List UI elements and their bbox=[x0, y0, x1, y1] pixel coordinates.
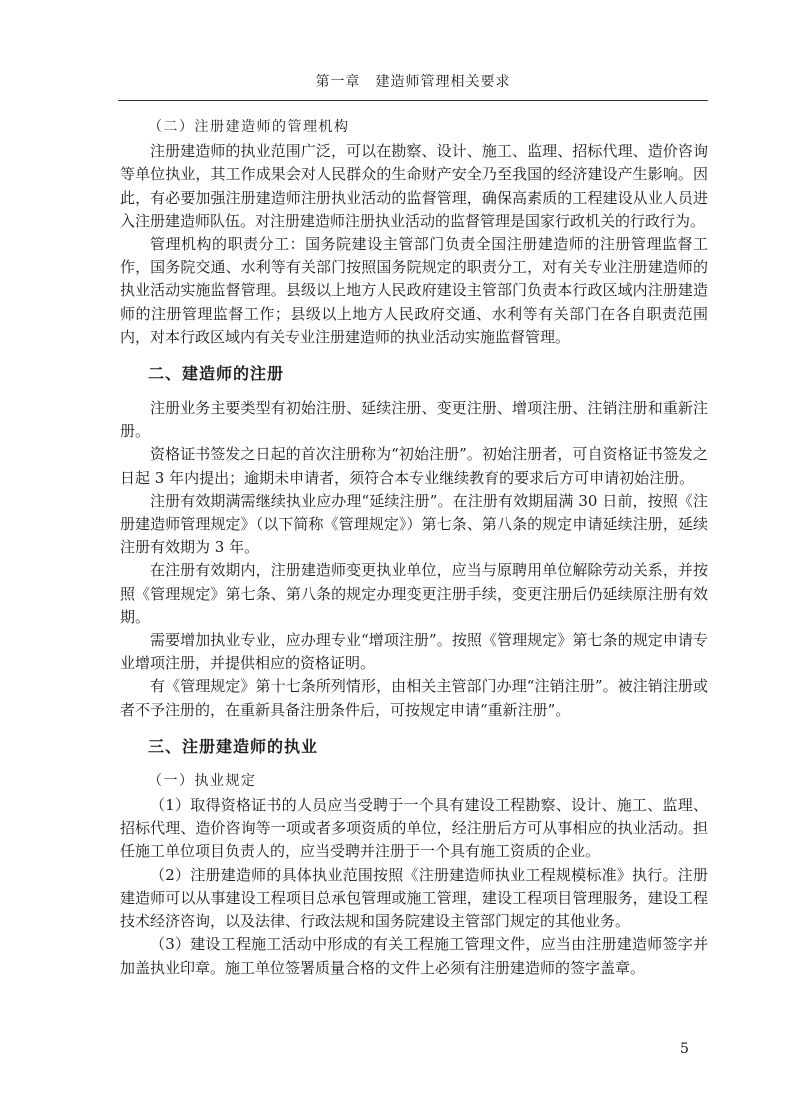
page-number: 5 bbox=[680, 1041, 689, 1057]
paragraph-2: 管理机构的职责分工：国务院建设主管部门负责全国注册建造师的注册管理监督工作，国务院交通、水利等有关部门按照国务院规定的职责分工，对有关专业注册建造师的执业活动实施监督管理。县级以上地方人民政府建设主管部门负责本行政区域内注册建造师的注册管理监督工作；县级以上地方人民政府交通、水利等有关部门在各自职责范围内，对本行政区域内有关专业注册建造师的执业活动实施监督管理。 bbox=[120, 235, 708, 346]
header-rule bbox=[118, 100, 708, 101]
section-heading-registration: 二、建造师的注册 bbox=[148, 364, 285, 384]
paragraph-6: 在注册有效期内，注册建造师变更执业单位，应当与原聘用单位解除劳动关系，并按照《管理规定》第七条、第八条的规定办理变更注册手续，变更注册后仍延续原注册有效期。 bbox=[120, 561, 708, 626]
subsection-title-practice: （一）执业规定 bbox=[148, 772, 257, 789]
paragraph-8: 有《管理规定》第十七条所列情形，由相关主管部门办理“注销注册”。被注销注册或者不予注册的，在重新具备注册条件后，可按规定申请“重新注册”。 bbox=[120, 677, 708, 719]
paragraph-5: 注册有效期满需继续执业应办理“延续注册”。在注册有效期届满 30 日前，按照《注册建造师管理规定》（以下简称《管理规定》）第七条、第八条的规定申请延续注册，延续注册有效期为 3 年。 bbox=[120, 491, 708, 557]
paragraph-3: 注册业务主要类型有初始注册、延续注册、变更注册、增项注册、注销注册和重新注册。 bbox=[120, 399, 708, 441]
paragraph-7: 需要增加执业专业，应办理专业“增项注册”。按照《管理规定》第七条的规定申请专业增项注册，并提供相应的资格证明。 bbox=[120, 631, 708, 673]
paragraph-1: 注册建造师的执业范围广泛，可以在勘察、设计、施工、监理、招标代理、造价咨询等单位执业，其工作成果会对人民群众的生命财产安全乃至我国的经济建设产生影响。因此，有必要加强注册建造师注册执业活动的监督管理，确保高素质的工程建设从业人员进入注册建造师队伍。对注册建造师注册执业活动的监督管理是国家行政机关的行政行为。 bbox=[120, 142, 708, 230]
paragraph-11: （3）建设工程施工活动中形成的有关工程施工管理文件，应当由注册建造师签字并加盖执业印章。施工单位签署质量合格的文件上必须有注册建造师的签字盖章。 bbox=[120, 935, 708, 977]
section-heading-practice: 三、注册建造师的执业 bbox=[148, 736, 319, 756]
paragraph-9: （1）取得资格证书的人员应当受聘于一个具有建设工程勘察、设计、施工、监理、招标代理、造价咨询等一项或者多项资质的单位，经注册后方可从事相应的执业活动。担任施工单位项目负责人的，应当受聘并注册于一个具有施工资质的企业。 bbox=[120, 796, 708, 861]
paragraph-10: （2）注册建造师的具体执业范围按照《注册建造师执业工程规模标准》执行。注册建造师可以从事建设工程项目总承包管理或施工管理，建设工程项目管理服务，建设工程技术经济咨询，以及法律、行政法规和国务院建设主管部门规定的其他业务。 bbox=[120, 865, 708, 931]
subsection-title-management: （二）注册建造师的管理机构 bbox=[148, 119, 350, 135]
paragraph-4: 资格证书签发之日起的首次注册称为“初始注册”。初始注册者，可自资格证书签发之日起 3 年内提出；逾期未申请者，须符合本专业继续教育的要求后方可申请初始注册。 bbox=[120, 445, 708, 487]
page-content bbox=[120, 116, 708, 980]
running-header: 第一章 建造师管理相关要求 bbox=[315, 74, 511, 90]
